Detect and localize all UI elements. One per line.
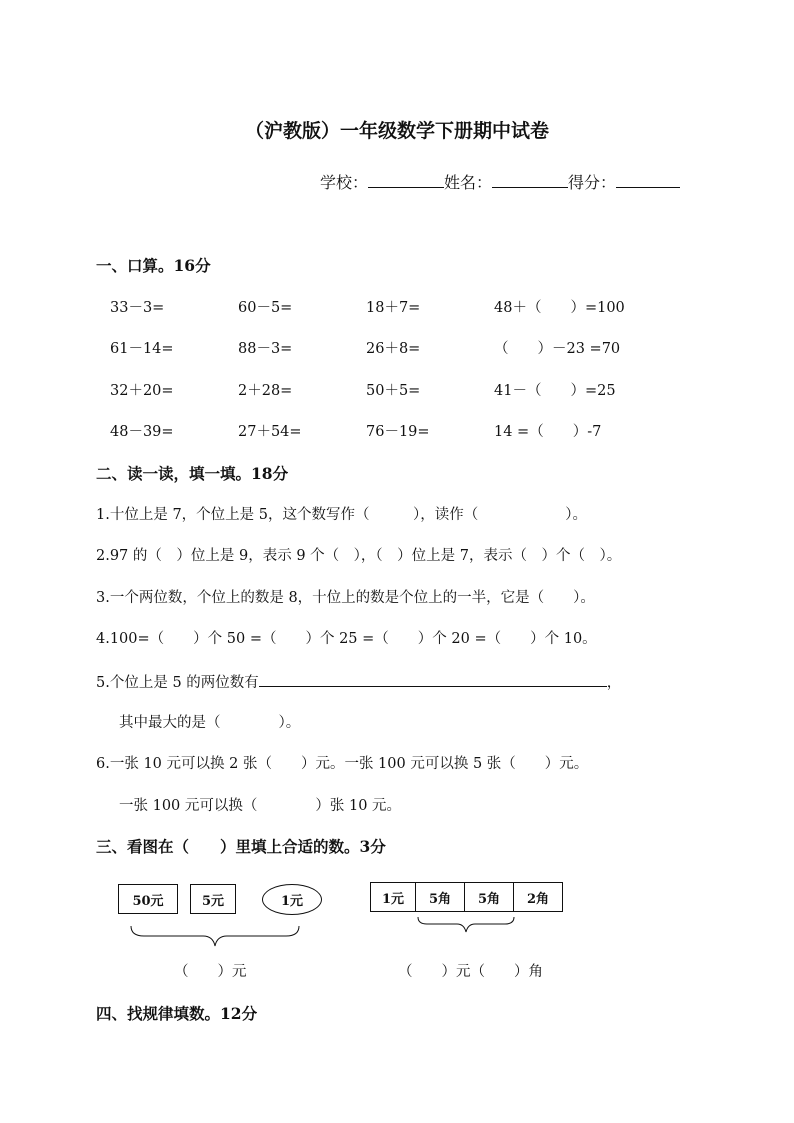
- calc-item: 2＋28=: [238, 383, 293, 399]
- score-blank[interactable]: [616, 170, 680, 188]
- calc-item: （ ）－23 =70: [494, 341, 621, 357]
- score-label: 得分：: [568, 173, 617, 192]
- name-label: 姓名：: [444, 173, 493, 192]
- calc-item: 48－39=: [110, 424, 174, 440]
- money-note-5-jiao: 5角: [415, 882, 465, 912]
- calc-item: 50＋5=: [366, 383, 421, 399]
- money-note-50-yuan: 50元: [118, 884, 178, 914]
- calc-item: 48＋（ ）=100: [494, 300, 625, 316]
- calc-item: 33－3=: [110, 300, 165, 316]
- money-note-5-jiao: 5角: [464, 882, 514, 912]
- calc-item: 76－19=: [366, 424, 430, 440]
- left-brace-icon: [130, 924, 300, 948]
- school-label: 学校：: [320, 173, 369, 192]
- page-title: （沪教版）一年级数学下册期中试卷: [244, 120, 549, 142]
- calc-item: 32＋20=: [110, 383, 174, 399]
- section-1-heading: 一、口算。16分: [96, 256, 211, 275]
- section-3-heading: 三、看图在（ ）里填上合适的数。3分: [96, 837, 386, 856]
- section-2-heading: 二、读一读，填一填。18分: [96, 464, 289, 483]
- right-answer-caption: （ ）元（ ）角: [398, 964, 543, 980]
- question-4: 4.100=（ ）个 50 =（ ）个 25 =（ ）个 20 =（ ）个 10。: [96, 631, 597, 647]
- money-note-5-yuan: 5元: [190, 884, 236, 914]
- section-4-heading: 四、找规律填数。12分: [96, 1004, 258, 1023]
- calc-item: 26＋8=: [366, 341, 421, 357]
- school-field: [320, 170, 680, 193]
- calc-item: 60－5=: [238, 300, 293, 316]
- question-3: 3.一个两位数，个位上的数是 8，十位上的数是个位上的一半，它是（ ）。: [96, 590, 595, 606]
- calc-item: 27＋54=: [238, 424, 302, 440]
- school-blank[interactable]: [368, 170, 444, 188]
- question-5-sub: 其中最大的是（ ）。: [119, 715, 301, 731]
- money-note-1-yuan: 1元: [370, 882, 416, 912]
- calc-item: 14 =（ ）-7: [494, 424, 602, 440]
- name-blank[interactable]: [492, 170, 568, 188]
- question-6: 6.一张 10 元可以换 2 张（ ）元。一张 100 元可以换 5 张（ ）元。: [96, 756, 589, 772]
- question-5: [96, 669, 621, 692]
- calc-item: 18＋7=: [366, 300, 421, 316]
- money-coin-1-yuan: 1元: [262, 884, 322, 915]
- calc-item: 41－（ ）=25: [494, 383, 616, 399]
- question-5-text: 5.个位上是 5 的两位数有: [96, 675, 259, 691]
- question-2: 2.97 的（ ）位上是 9，表示 9 个（ ），（ ）位上是 7，表示（ ）个（ ）。: [96, 548, 622, 564]
- calc-item: 61－14=: [110, 341, 174, 357]
- left-answer-caption: （ ）元: [174, 964, 247, 980]
- right-brace-icon: [417, 916, 515, 934]
- question-5-end: ，: [606, 675, 622, 691]
- money-note-2-jiao: 2角: [513, 882, 563, 912]
- calc-item: 88－3=: [238, 341, 293, 357]
- question-6-sub: 一张 100 元可以换（ ）张 10 元。: [119, 798, 402, 814]
- question-1: 1.十位上是 7，个位上是 5，这个数写作（ ），读作（ ）。: [96, 507, 588, 523]
- question-5-blank[interactable]: [259, 669, 607, 687]
